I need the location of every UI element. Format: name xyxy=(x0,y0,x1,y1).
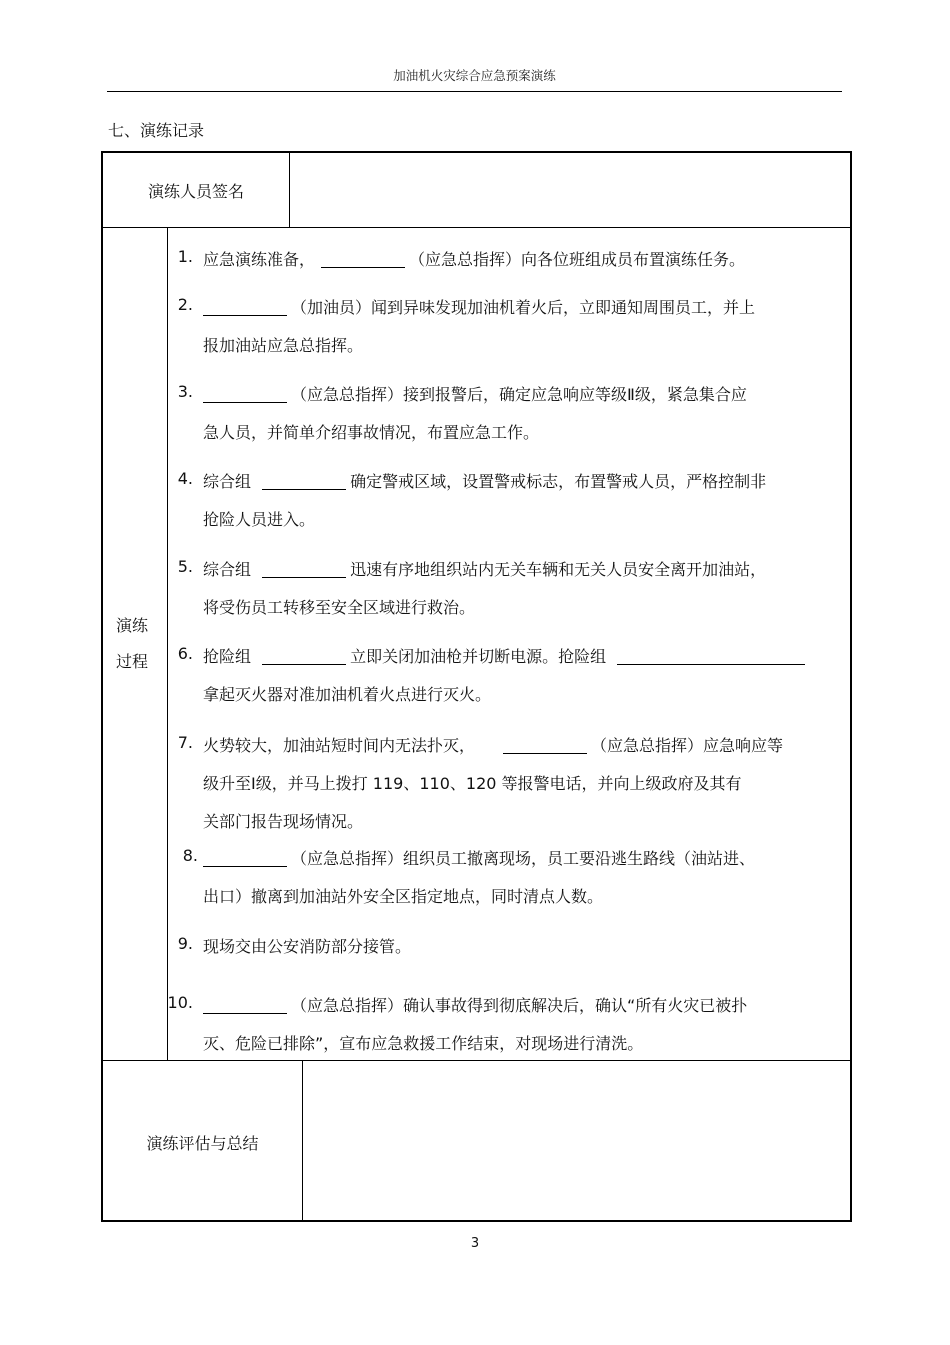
step-line xyxy=(203,884,603,907)
step-text: 应急演练准备， xyxy=(203,250,316,269)
step-text: 灭、危险已排除”，宣布应急救援工作结束，对现场进行清洗。 xyxy=(203,1034,644,1053)
step-number: 4. xyxy=(177,469,193,488)
fill-in-blank[interactable] xyxy=(262,561,346,578)
step-line xyxy=(203,934,411,957)
step-line xyxy=(203,733,783,756)
signature-field[interactable] xyxy=(291,153,850,226)
step-number: 9. xyxy=(177,934,193,953)
step-text: （应急总指挥）应急响应等 xyxy=(591,736,784,755)
step-number: 5. xyxy=(177,557,193,576)
step-line xyxy=(203,644,805,667)
drill-record-table xyxy=(101,151,852,1222)
step-number: 7. xyxy=(177,733,193,752)
step-line xyxy=(203,557,766,580)
step-line xyxy=(203,846,755,869)
step-number: 1. xyxy=(177,247,193,266)
step-text: 级升至Ⅰ级，并马上拨打 119、110、120 等报警电话，并向上级政府及其有 xyxy=(203,774,742,793)
fill-in-blank[interactable] xyxy=(203,386,287,403)
step-text: 急人员，并简单介绍事故情况，布置应急工作。 xyxy=(203,423,540,442)
page-number: 3 xyxy=(470,1236,480,1251)
step-text: 关部门报告现场情况。 xyxy=(203,812,364,831)
step-text: 报加油站应急总指挥。 xyxy=(203,336,364,355)
process-label xyxy=(107,608,157,680)
step-line xyxy=(203,682,491,705)
step-text: （应急总指挥）向各位班组成员布置演练任务。 xyxy=(409,250,746,269)
step-number: 10. xyxy=(167,993,193,1012)
step-text: （应急总指挥）组织员工撤离现场，员工要沿逃生路线（油站进、 xyxy=(291,849,756,868)
step-text: 迅速有序地组织站内无关车辆和无关人员安全离开加油站， xyxy=(350,560,767,579)
step-number: 8. xyxy=(182,846,198,865)
step-text: 拿起灭火器对准加油机着火点进行灭火。 xyxy=(203,685,492,704)
step-line xyxy=(203,1031,643,1054)
step-text: 抢险组 xyxy=(203,647,257,666)
step-line xyxy=(203,333,363,356)
step-line xyxy=(203,993,747,1016)
step-text: 火势较大，加油站短时间内无法扑灭， xyxy=(203,736,476,755)
fill-in-blank[interactable] xyxy=(262,473,346,490)
step-text: 立即关闭加油枪并切断电源。抢险组 xyxy=(350,647,612,666)
step-text: 确定警戒区域，设置警戒标志，布置警戒人员，严格控制非 xyxy=(350,472,767,491)
step-line xyxy=(203,420,539,443)
step-number: 3. xyxy=(177,382,193,401)
step-line xyxy=(203,771,742,794)
step-line xyxy=(203,469,766,492)
row-divider-2 xyxy=(103,1060,850,1061)
fill-in-blank[interactable] xyxy=(262,648,346,665)
fill-in-blank[interactable] xyxy=(203,850,287,867)
fill-in-blank[interactable] xyxy=(203,997,287,1014)
step-text: （加油员）闻到异味发现加油机着火后，立即通知周围员工，并上 xyxy=(291,298,756,317)
step-line xyxy=(203,295,755,318)
step-line xyxy=(203,382,747,405)
evaluation-label: 演练评估与总结 xyxy=(146,1134,259,1153)
process-label-line-1: 演练 xyxy=(115,616,148,635)
step-text: （应急总指挥）确认事故得到彻底解决后，确认“所有火灾已被扑 xyxy=(291,996,748,1015)
process-label-line-2: 过程 xyxy=(115,652,148,671)
step-number: 6. xyxy=(177,644,193,663)
evaluation-field[interactable] xyxy=(304,1062,850,1220)
step-text: （应急总指挥）接到报警后，确定应急响应等级Ⅱ级，紧急集合应 xyxy=(291,385,747,404)
step-line xyxy=(203,809,363,832)
signature-label: 演练人员签名 xyxy=(147,182,244,201)
step-line xyxy=(203,595,475,618)
step-text: 抢险人员进入。 xyxy=(203,510,316,529)
fill-in-blank[interactable] xyxy=(321,251,405,268)
col-divider-evaluation xyxy=(302,1060,303,1220)
fill-in-blank[interactable] xyxy=(617,648,805,665)
step-line xyxy=(203,247,745,270)
page-header: 加油机火灾综合应急预案演练 xyxy=(393,68,556,83)
step-number: 2. xyxy=(177,295,193,314)
header-rule xyxy=(107,91,842,92)
col-divider-signature xyxy=(289,153,290,227)
step-text: 现场交由公安消防部分接管。 xyxy=(203,937,412,956)
step-text: 综合组 xyxy=(203,560,257,579)
fill-in-blank[interactable] xyxy=(203,299,287,316)
drill-steps-list xyxy=(167,227,850,1060)
fill-in-blank[interactable] xyxy=(503,737,587,754)
step-text: 出口）撤离到加油站外安全区指定地点，同时清点人数。 xyxy=(203,887,604,906)
step-line xyxy=(203,507,315,530)
step-text: 将受伤员工转移至安全区域进行救治。 xyxy=(203,598,476,617)
step-text: 综合组 xyxy=(203,472,257,491)
section-title: 七、演练记录 xyxy=(108,121,205,140)
